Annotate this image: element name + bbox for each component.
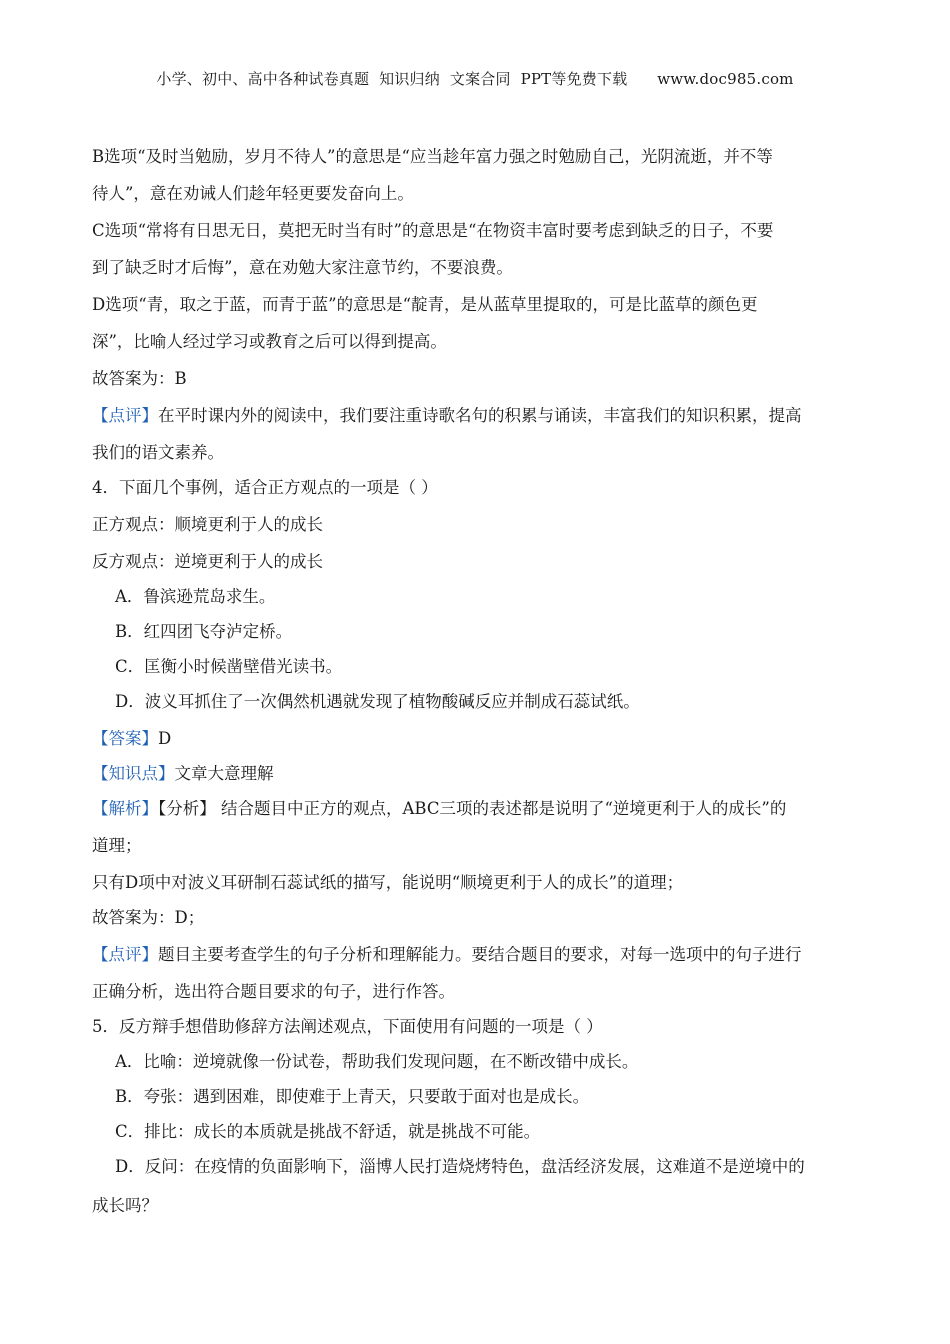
option-b: B．夸张：遇到困难，即使难于上青天，只要敢于面对也是成长。 xyxy=(115,1087,590,1106)
text-line: 道理； xyxy=(92,836,142,855)
section-tag: 【点评】 xyxy=(92,945,158,964)
text-line: 待人”，意在劝诫人们趁年轻更要发奋向上。 xyxy=(92,184,414,203)
text-line: 深”，比喻人经过学习或教育之后可以得到提高。 xyxy=(92,332,447,351)
section-tag: 【点评】 xyxy=(92,406,158,425)
text-line: C选项“常将有日思无日，莫把无时当有时”的意思是“在物资丰富时要考虑到缺乏的日子，不要 xyxy=(92,221,774,240)
option-c: C．匡衡小时候凿壁借光读书。 xyxy=(115,657,343,676)
section-tag: 【答案】 xyxy=(92,729,158,748)
answer-line: 【答案】D xyxy=(92,729,172,748)
section-tag: 【解析】 xyxy=(92,799,158,818)
option-a: A．鲁滨逊荒岛求生。 xyxy=(115,587,276,606)
text-line: 故答案为：D； xyxy=(92,908,205,927)
text-line: 【点评】题目主要考查学生的句子分析和理解能力。要结合题目的要求，对每一选项中的句子进行 xyxy=(92,945,802,964)
question-5-title: 5．反方辩手想借助修辞方法阐述观点，下面使用有问题的一项是（ ） xyxy=(92,1017,603,1036)
question-4-title: 4．下面几个事例，适合正方观点的一项是（ ） xyxy=(92,478,438,497)
knowledge-line: 【知识点】文章大意理解 xyxy=(92,764,274,783)
text-line: 我们的语文素养。 xyxy=(92,443,224,462)
text-line: B选项“及时当勉励，岁月不待人”的意思是“应当趁年富力强之时勉励自己，光阴流逝，并不等 xyxy=(92,147,773,166)
text-line: 到了缺乏时才后悔”，意在劝勉大家注意节约，不要浪费。 xyxy=(92,258,513,277)
page-header: 小学、初中、高中各种试卷真题 知识归纳 文案合同 PPT等免费下载 www.doc985.com xyxy=(156,70,794,88)
text-line: 故答案为：B xyxy=(92,369,187,388)
text-line: 【点评】在平时课内外的阅读中，我们要注重诗歌名句的积累与诵读，丰富我们的知识积累，提高 xyxy=(92,406,802,425)
analysis-line: 【解析】【分析】 结合题目中正方的观点，ABC三项的表述都是说明了“逆境更利于人的成长”的 xyxy=(92,799,787,818)
text-line: 正方观点：顺境更利于人的成长 xyxy=(92,515,323,534)
option-a: A．比喻：逆境就像一份试卷，帮助我们发现问题，在不断改错中成长。 xyxy=(115,1052,639,1071)
option-c: C．排比：成长的本质就是挑战不舒适，就是挑战不可能。 xyxy=(115,1122,541,1141)
option-b: B．红四团飞夺泸定桥。 xyxy=(115,622,293,641)
section-tag: 【知识点】 xyxy=(92,764,175,783)
text-line: 只有D项中对波义耳研制石蕊试纸的描写，能说明“顺境更利于人的成长”的道理； xyxy=(92,873,684,892)
text-line: 反方观点：逆境更利于人的成长 xyxy=(92,552,323,571)
option-d: D．波义耳抓住了一次偶然机遇就发现了植物酸碱反应并制成石蕊试纸。 xyxy=(115,692,640,711)
text-line: D选项“青，取之于蓝，而青于蓝”的意思是“靛青，是从蓝草里提取的，可是比蓝草的颜色更 xyxy=(92,295,758,314)
text-line: 正确分析，选出符合题目要求的句子，进行作答。 xyxy=(92,982,455,1001)
text-line: 成长吗？ xyxy=(92,1196,158,1215)
option-d: D．反问：在疫情的负面影响下，淄博人民打造烧烤特色，盘活经济发展，这难道不是逆境中的 xyxy=(115,1157,805,1176)
